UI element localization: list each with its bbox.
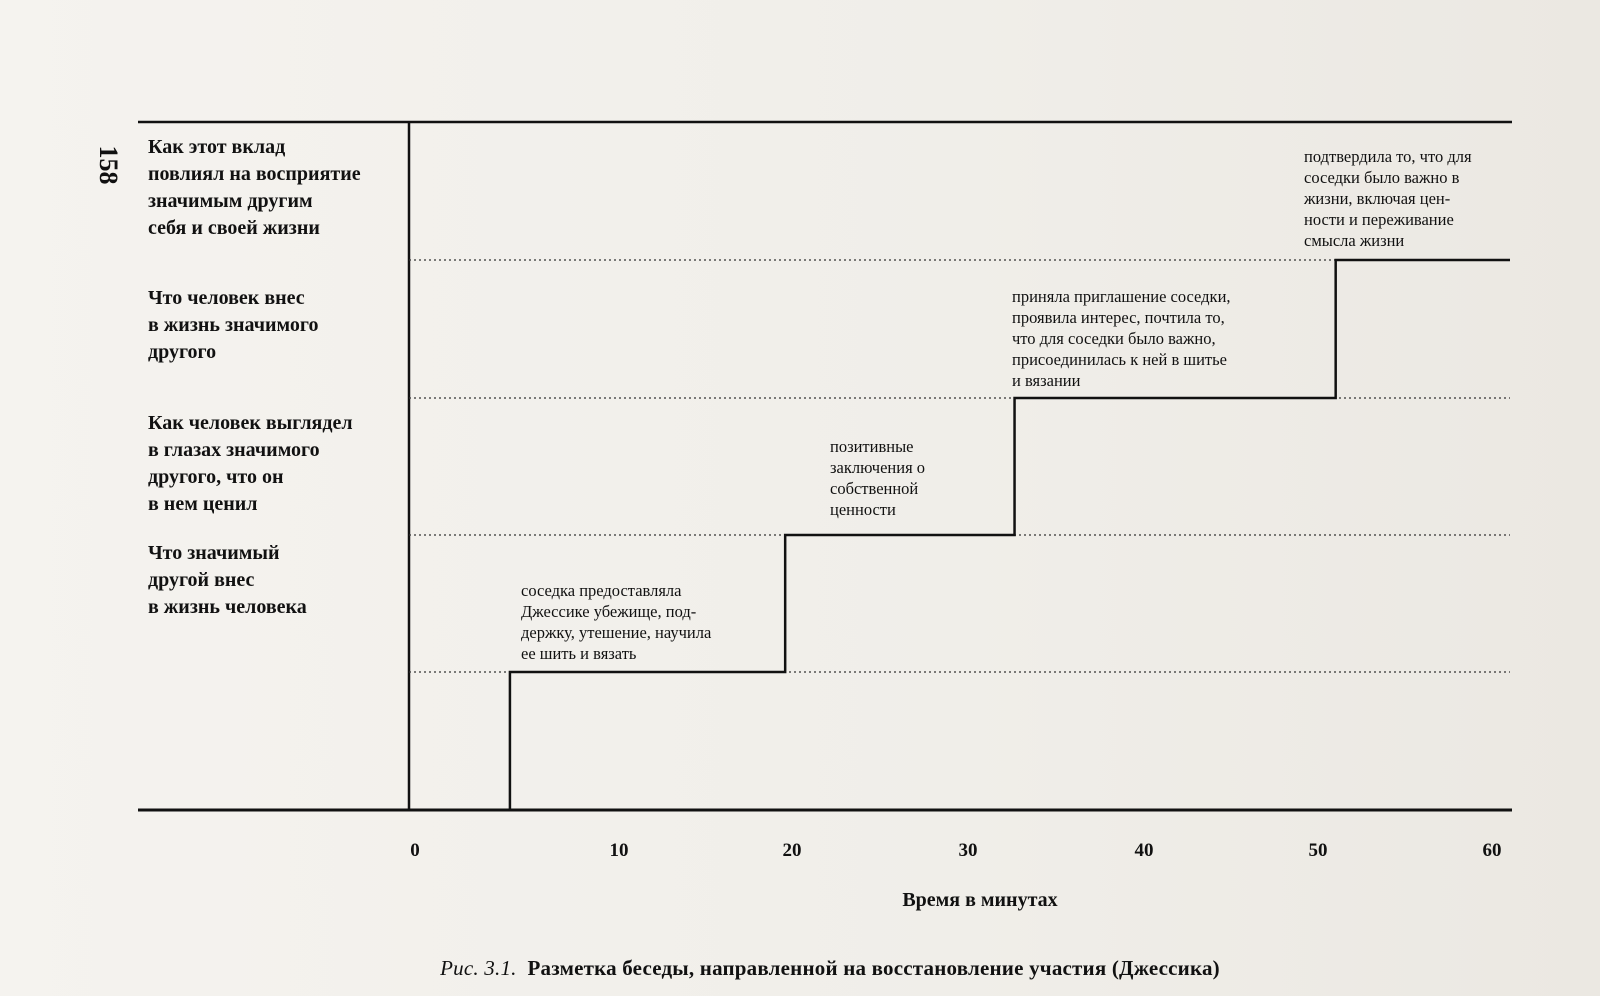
row-label-line: в нем ценил	[148, 493, 258, 515]
annotation-level-4	[1304, 146, 1472, 251]
annotation-line: жизни, включая цен-	[1304, 189, 1451, 208]
annotation-line: ее шить и вязать	[521, 644, 637, 663]
row-label-line: в жизнь человека	[148, 596, 307, 618]
row-label-line: Как этот вклад	[148, 136, 286, 158]
row-label-line: в жизнь значимого	[148, 314, 319, 336]
annotation-line: собственной	[830, 479, 919, 498]
row-label-line: другой внес	[148, 569, 255, 591]
annotation-line: соседки было важно в	[1304, 168, 1460, 187]
x-tick-label: 10	[609, 840, 629, 861]
annotation-line: заключения о	[830, 458, 926, 477]
annotation-level-3	[1012, 286, 1231, 391]
annotation-line: присоединилась к ней в шитье	[1012, 350, 1227, 369]
x-tick-label: 40	[1134, 840, 1154, 861]
annotation-level-1	[521, 580, 711, 664]
x-axis-label: Время в минутах	[902, 889, 1058, 911]
x-tick-label: 50	[1308, 840, 1328, 861]
row-label-line: другого, что он	[148, 466, 284, 488]
figure-number: Рис. 3.1.	[440, 956, 517, 980]
row-label-line: Как человек выглядел	[148, 412, 353, 434]
figure-title: Разметка беседы, направленной на восстановление участия (Джессика)	[527, 956, 1220, 980]
annotation-line: и вязании	[1012, 371, 1081, 390]
annotation-line: подтвердила то, что для	[1304, 147, 1472, 166]
annotation-line: держку, утешение, научила	[521, 623, 712, 642]
annotation-line: приняла приглашение соседки,	[1012, 287, 1231, 306]
annotation-line: проявила интерес, почтила то,	[1012, 308, 1225, 327]
x-tick-label: 60	[1482, 840, 1502, 861]
annotation-line: Джессике убежище, под-	[521, 602, 697, 621]
x-tick-label: 30	[958, 840, 978, 861]
figure-caption	[300, 956, 1360, 981]
x-tick-label: 0	[410, 840, 420, 861]
x-tick-label: 20	[782, 840, 802, 861]
annotation-line: смысла жизни	[1304, 231, 1405, 250]
row-label-line: в глазах значимого	[148, 439, 320, 461]
row-label-line: значимым другим	[148, 190, 313, 212]
page-number: 158	[94, 145, 123, 185]
annotation-line: ценности	[830, 500, 896, 519]
row-label-line: Что значимый	[148, 542, 280, 564]
annotation-level-2	[830, 436, 925, 520]
row-label-line: Что человек внес	[148, 287, 305, 309]
row-label-line: другого	[148, 341, 217, 363]
annotation-line: соседка предоставляла	[521, 581, 682, 600]
annotation-line: ности и переживание	[1304, 210, 1454, 229]
annotation-line: что для соседки было важно,	[1012, 329, 1216, 348]
row-label-line: себя и своей жизни	[148, 217, 320, 239]
annotation-line: позитивные	[830, 437, 914, 456]
row-label-line: повлиял на восприятие	[148, 163, 361, 185]
